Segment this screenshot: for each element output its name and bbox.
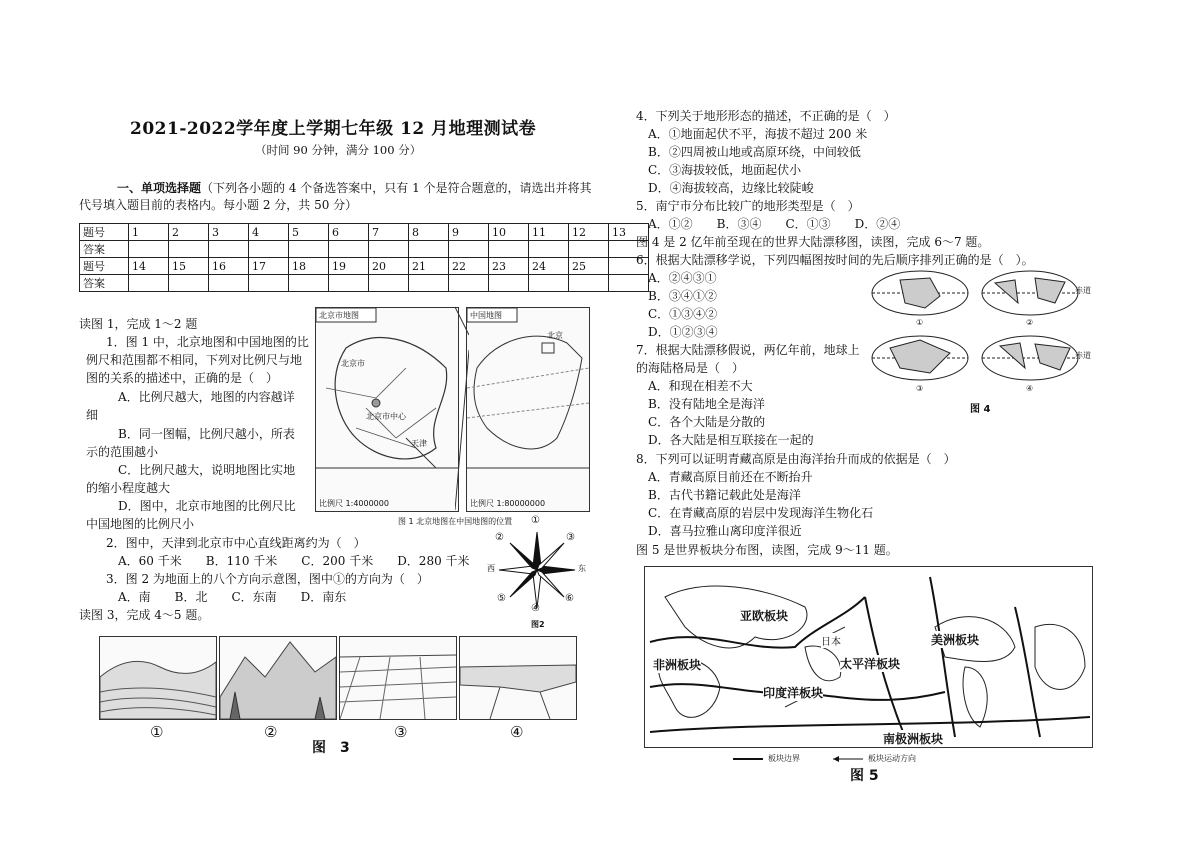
table-cell <box>609 275 649 292</box>
q4-option-c: C．③海拔较低，地面起伏小 <box>648 163 802 177</box>
table-cell <box>449 275 489 292</box>
q2-stem: 2．图中，天津到北京市中心直线距离约为（ ） <box>106 536 366 550</box>
q4-option-a: A．①地面起伏不平，海拔不超过 200 米 <box>648 127 868 141</box>
terrain-label-4: ④ <box>510 723 524 741</box>
q8-option-b: B．古代书籍记载此处是海洋 <box>648 488 801 502</box>
compass-mark-1: ① <box>531 515 540 526</box>
china-scale: 比例尺 1:80000000 <box>470 499 546 508</box>
table-cell <box>169 275 209 292</box>
terrain-label-3: ③ <box>394 723 408 741</box>
tianjin-label: 天津 <box>411 439 427 448</box>
table-cell: 1 <box>129 224 169 241</box>
table-cell: 2 <box>169 224 209 241</box>
section-heading: 一、单项选择题 <box>117 181 202 195</box>
table-row-header: 题号 <box>80 224 129 241</box>
table-cell <box>129 275 169 292</box>
q8-stem: 8．下列可以证明青藏高原是由海洋抬升而成的依据是（ ） <box>636 452 956 466</box>
plate-american: 美洲板块 <box>931 633 980 647</box>
q1-option-c-cont: 的缩小程度越大 <box>86 481 171 495</box>
table-row <box>80 241 649 258</box>
legend-boundary: 板块边界 <box>768 754 800 763</box>
table-row-header: 答案 <box>80 275 129 292</box>
q1-stem-3: 图的关系的描述中，正确的是（ ） <box>86 371 279 385</box>
table-cell <box>169 241 209 258</box>
plate-indian: 印度洋板块 <box>763 686 824 700</box>
table-cell: 11 <box>529 224 569 241</box>
fig3-caption: 图 3 <box>312 740 350 756</box>
q7-stem-2: 的海陆格局是（ ） <box>636 361 745 375</box>
equator-label-top: 赤道 <box>1075 286 1091 295</box>
drift-label-4: ④ <box>1026 384 1034 393</box>
table-row-header: 题号 <box>80 258 129 275</box>
china-map <box>466 307 590 512</box>
table-cell <box>409 275 449 292</box>
q3-options: A．南 B．北 C．东南 D．南东 <box>118 590 347 604</box>
table-cell: 8 <box>409 224 449 241</box>
table-cell <box>249 275 289 292</box>
table-cell: 24 <box>529 258 569 275</box>
table-cell: 17 <box>249 258 289 275</box>
center-label: 北京市中心 <box>366 412 406 421</box>
section-instr-1: （下列各小题的 4 个备选答案中，只有 1 个是符合题意的，请选出并将其 <box>201 181 592 195</box>
q7-option-c: C．各个大陆是分散的 <box>648 415 766 429</box>
compass-east: 东 <box>578 564 586 573</box>
table-cell <box>209 241 249 258</box>
terrain-label-1: ① <box>150 723 164 741</box>
beijing-map-title: 北京市地图 <box>319 311 359 320</box>
table-cell: 21 <box>409 258 449 275</box>
q1-option-b: B．同一图幅，比例尺越小，所表 <box>118 427 295 441</box>
q1-option-b-cont: 示的范围越小 <box>86 445 159 459</box>
compass-west: 西 <box>487 564 495 573</box>
compass-mark-2: ② <box>495 532 504 543</box>
q7-option-a: A．和现在相差不大 <box>648 379 753 393</box>
plate-eurasian: 亚欧板块 <box>740 609 789 623</box>
table-row <box>80 275 649 292</box>
table-cell <box>569 241 609 258</box>
table-row-header: 答案 <box>80 241 129 258</box>
table-cell <box>489 275 529 292</box>
q7-option-b: B．没有陆地全是海洋 <box>648 397 765 411</box>
china-map-title: 中国地图 <box>470 311 502 320</box>
q1-option-d: D．图中，北京市地图的比例尺比 <box>118 499 296 513</box>
table-cell: 9 <box>449 224 489 241</box>
terrain-sketch-4 <box>459 636 577 720</box>
section-instructions <box>117 180 592 196</box>
table-cell <box>409 241 449 258</box>
table-cell: 20 <box>369 258 409 275</box>
table-cell: 23 <box>489 258 529 275</box>
table-cell <box>289 241 329 258</box>
zoom-connector-lines <box>455 305 469 515</box>
beijing-label: 北京 <box>547 331 563 340</box>
q6-option-a: A．②④③① <box>648 271 717 285</box>
table-row <box>80 224 649 241</box>
q1-option-a: A．比例尺越大，地图的内容越详 <box>118 390 295 404</box>
q6-option-d: D．①②③④ <box>648 325 718 339</box>
table-cell <box>289 275 329 292</box>
table-cell: 25 <box>569 258 609 275</box>
drift-label-1: ① <box>916 318 924 327</box>
table-cell: 10 <box>489 224 529 241</box>
plate-pacific: 太平洋板块 <box>840 657 901 671</box>
section-instr-2: 代号填入题目前的表格内。每小题 2 分，共 50 分） <box>79 198 358 212</box>
table-cell: 6 <box>329 224 369 241</box>
q4-stem: 4．下列关于地形形态的描述，不正确的是（ ） <box>636 109 896 123</box>
fig4-intro: 图 4 是 2 亿年前至现在的世界大陆漂移图，读图，完成 6～7 题。 <box>636 235 990 249</box>
city-label: 北京市 <box>341 359 365 368</box>
drift-label-2: ② <box>1026 318 1034 327</box>
q1-option-c: C．比例尺越大，说明地图比实地 <box>118 463 296 477</box>
q6-stem: 6．根据大陆漂移学说，下列四幅图按时间的先后顺序排列正确的是（ ）。 <box>636 253 1034 267</box>
table-cell <box>369 241 409 258</box>
plate-african: 非洲板块 <box>653 658 702 672</box>
table-cell <box>329 241 369 258</box>
terrain-sketch-2 <box>219 636 337 720</box>
table-cell: 18 <box>289 258 329 275</box>
terrain-label-2: ② <box>264 723 278 741</box>
equator-label-bottom: 赤道 <box>1075 351 1091 360</box>
fig1-caption: 图 1 北京地图在中国地图的位置 <box>398 517 513 526</box>
table-cell: 7 <box>369 224 409 241</box>
beijing-map <box>315 307 459 512</box>
table-cell: 5 <box>289 224 329 241</box>
fig2-caption: 图2 <box>531 620 545 629</box>
table-cell: 14 <box>129 258 169 275</box>
q7-stem-1: 7．根据大陆漂移假说，两亿年前，地球上 <box>636 343 860 357</box>
compass-mark-3: ③ <box>566 532 575 543</box>
table-cell <box>569 275 609 292</box>
table-cell <box>449 241 489 258</box>
page-subtitle: （时间 90 分钟，满分 100 分） <box>255 143 422 157</box>
table-cell <box>369 275 409 292</box>
table-cell <box>209 275 249 292</box>
q1-option-a-cont: 细 <box>86 408 99 422</box>
q8-option-d: D．喜马拉雅山离印度洋很近 <box>648 524 802 538</box>
table-cell: 3 <box>209 224 249 241</box>
table-cell <box>489 241 529 258</box>
answer-table <box>79 223 649 292</box>
table-cell <box>529 241 569 258</box>
plate-antarctic: 南极洲板块 <box>883 732 944 746</box>
legend-motion: 板块运动方向 <box>868 754 916 763</box>
compass-mark-5: ⑤ <box>497 593 506 604</box>
q6-option-c: C．①③④② <box>648 307 718 321</box>
read-figure3: 读图 3，完成 4～5 题。 <box>79 608 210 622</box>
fig5-intro: 图 5 是世界板块分布图，读图，完成 9～11 题。 <box>636 543 898 557</box>
japan-label: 日本 <box>821 633 841 648</box>
table-cell: 16 <box>209 258 249 275</box>
beijing-map-graphic <box>316 308 458 511</box>
table-cell: 22 <box>449 258 489 275</box>
q5-stem: 5．南宁市分布比较广的地形类型是（ ） <box>636 199 860 213</box>
table-cell: 13 <box>609 224 649 241</box>
table-cell <box>329 275 369 292</box>
q1-stem-2: 例尺和范围都不相同，下列对比例尺与地 <box>86 353 303 367</box>
q3-stem: 3．图 2 为地面上的八个方向示意图，图中①的方向为（ ） <box>106 572 429 586</box>
q8-option-a: A．青藏高原目前还在不断抬升 <box>648 470 813 484</box>
continental-drift-maps <box>870 268 1095 398</box>
fig4-caption: 图 4 <box>970 404 991 415</box>
table-cell <box>249 241 289 258</box>
read-figure1: 读图 1，完成 1～2 题 <box>79 317 198 331</box>
fig5-caption: 图 5 <box>850 768 879 784</box>
table-cell <box>129 241 169 258</box>
compass-mark-4: ④ <box>531 603 540 614</box>
table-cell: 12 <box>569 224 609 241</box>
q8-option-c: C．在青藏高原的岩层中发现海洋生物化石 <box>648 506 874 520</box>
q2-options: A．60 千米 B．110 千米 C．200 千米 D．280 千米 <box>118 554 470 568</box>
drift-label-3: ③ <box>916 384 924 393</box>
table-cell: 19 <box>329 258 369 275</box>
beijing-scale: 比例尺 1:4000000 <box>319 499 389 508</box>
q4-option-b: B．②四周被山地或高原环绕，中间较低 <box>648 145 861 159</box>
q7-option-d: D．各大陆是相互联接在一起的 <box>648 433 814 447</box>
q5-options: A．①② B．③④ C．①③ D．②④ <box>648 217 901 231</box>
q1-option-d-cont: 中国地图的比例尺小 <box>86 517 195 531</box>
terrain-sketch-1 <box>99 636 217 720</box>
table-cell <box>529 275 569 292</box>
page-title: 2021-2022学年度上学期七年级 12 月地理测试卷 <box>130 119 537 139</box>
table-row <box>80 258 649 275</box>
china-map-graphic <box>467 308 589 511</box>
table-cell: 15 <box>169 258 209 275</box>
q4-option-d: D．④海拔较高，边缘比较陡峻 <box>648 181 814 195</box>
q1-stem-1: 1．图 1 中，北京地图和中国地图的比 <box>106 335 309 349</box>
table-cell: 4 <box>249 224 289 241</box>
q6-option-b: B．③④①② <box>648 289 717 303</box>
terrain-sketch-3 <box>339 636 457 720</box>
world-plates-map <box>644 566 1093 748</box>
compass-mark-6: ⑥ <box>565 593 574 604</box>
